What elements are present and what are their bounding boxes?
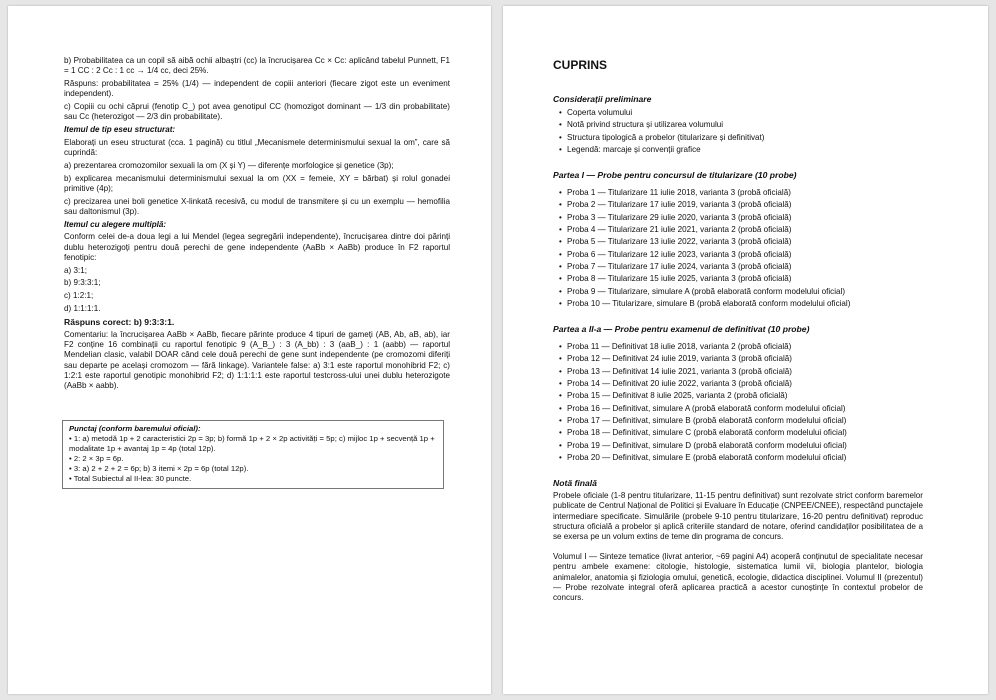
toc-item: • Proba 19 — Definitivat, simulare D (probă elaborată conform modelului oficial)	[559, 440, 923, 452]
final-note-paragraphs	[553, 491, 923, 603]
toc-item: • Proba 12 — Definitivat 24 iulie 2019, varianta 3 (probă oficială)	[559, 353, 923, 365]
toc-item: • Proba 14 — Definitivat 20 iulie 2022, varianta 3 (probă oficială)	[559, 378, 923, 390]
toc-item: • Proba 13 — Definitivat 14 iulie 2021, varianta 3 (probă oficială)	[559, 366, 923, 378]
final-note-paragraph: Probele oficiale (1-8 pentru titularizare, 11-15 pentru definitivat) sunt rezolvate strict conform baremelor publicate de Centrul Național de Politici și Evaluare în Educație (CNPEE/CNEE), respectând punctajele intermediare specificate. Simulările (probele 9-10 pentru titularizare, 16-20 pentru definitivat) reproduc structura oficială a probelor și aplică criteriile standard de notare, oferind candidaților posibilitatea de a se exersa pe un volum extins de teme din programa de concurs.	[553, 491, 923, 541]
toc-list	[553, 341, 923, 464]
toc-item: • Proba 8 — Titularizare 15 iulie 2025, varianta 3 (probă oficială)	[559, 273, 923, 285]
toc-item: • Structura tipologică a probelor (titularizare și definitivat)	[559, 132, 923, 144]
answer-option: a) 3:1;	[64, 265, 87, 275]
toc-section	[553, 94, 923, 156]
final-note	[553, 478, 923, 603]
toc-list	[553, 187, 923, 310]
toc-section-heading: Partea I — Probe pentru concursul de titularizare (10 probe)	[553, 170, 797, 181]
toc-section	[553, 170, 923, 310]
answer-option: c) 1:2:1;	[64, 291, 94, 301]
paragraph: Conform celei de-a doua legi a lui Mendel (legea segregării independente), încrucișarea dintre doi părinți dublu heterozigoți pentru două perechi de gene independente (AaBb × AaBb) produce în F2 raportul fenotipic:	[64, 232, 450, 262]
scoring-line: • 3: a) 2 + 2 + 2 = 6p; b) 3 itemi × 2p = 6p (total 12p).	[69, 464, 249, 473]
toc-item: • Proba 18 — Definitivat, simulare C (probă elaborată conform modelului oficial)	[559, 427, 923, 439]
paragraph: Elaborați un eseu structurat (cca. 1 pagină) cu titlul „Mecanismele determinismului sexual la om”, care să cuprindă:	[64, 137, 450, 157]
toc-item: • Proba 3 — Titularizare 29 iulie 2020, varianta 3 (probă oficială)	[559, 212, 923, 224]
toc-item: • Proba 2 — Titularizare 17 iulie 2019, varianta 3 (probă oficială)	[559, 199, 923, 211]
toc-section	[553, 324, 923, 464]
answer-option: b) 9:3:3:1;	[64, 278, 101, 288]
toc-item: • Proba 16 — Definitivat, simulare A (probă elaborată conform modelului oficial)	[559, 403, 923, 415]
document-page-right	[503, 6, 988, 694]
paragraph: a) prezentarea cromozomilor sexuali la om (X și Y) — diferențe morfologice și genetice (3p);	[64, 160, 394, 170]
table-of-contents	[553, 58, 923, 603]
item-heading: Itemul de tip eseu structurat:	[64, 125, 176, 134]
left-page-content	[64, 56, 450, 394]
answer-option: d) 1:1:1:1.	[64, 303, 101, 313]
document-page-left	[8, 6, 491, 694]
toc-item: • Proba 17 — Definitivat, simulare B (probă elaborată conform modelului oficial)	[559, 415, 923, 427]
paragraph: Comentariu: la încrucișarea AaBb × AaBb, fiecare părinte produce 4 tipuri de gameți (AB, Ab, aB, ab), iar F2 conține 16 combinații cu raportul fenotipic 9 (A_B_) : 3 (A_bb) : 3 (aaB_) : 1 (aabb) — raportul Mendelian clasic, valabil DOAR când cele două perechi de gene sunt independente (pe cromozomi diferiți sau departe pe același cromozom — fără linkage). Variantele false: a) 3:1 este raportul monohibrid F2; c) 1:2:1 este raportul genotipic monohibrid F2; d) 1:1:1:1 este raportul testcross-ului unei dublu heterozigote (AaBb × aabb).	[64, 329, 450, 390]
item-heading: Itemul cu alegere multiplă:	[64, 219, 167, 229]
toc-item: • Proba 15 — Definitivat 8 iulie 2025, varianta 2 (probă oficială)	[559, 390, 923, 402]
scoring-box	[62, 420, 444, 489]
toc-item: • Notă privind structura și utilizarea volumului	[559, 119, 923, 131]
toc-item: • Proba 7 — Titularizare 17 iulie 2024, varianta 3 (probă oficială)	[559, 261, 923, 273]
paragraph: c) Copiii cu ochi căprui (fenotip C_) pot avea genotipul CC (homozigot dominant — 1/3 din probabilitate) sau Cc (heterozigot — 2/3 din probabilitate).	[64, 102, 450, 122]
paragraph: b) explicarea mecanismului determinismului sexual la om (XX = femeie, XY = bărbat) și rolul gonadei primitive (4p);	[64, 173, 450, 193]
toc-item: • Proba 4 — Titularizare 21 iulie 2021, varianta 2 (probă oficială)	[559, 224, 923, 236]
final-note-paragraph: Volumul I — Sinteze tematice (livrat anterior, ~69 pagini A4) acoperă conținutul de specialitate necesar pentru ambele examene: citologie, histologie, sistematica lumii vii, biologia plantelor, biologia animalelor, anatomia și fiziologia omului, genetică, ecologie, didactica disciplinei. Volumul II (prezentul) — Probe rezolvate integral oferă aplicarea practică a acestor cunoștințe în contextul probelor de concurs.	[553, 552, 923, 602]
scoring-line: • 1: a) metodă 1p + 2 caracteristici 2p = 3p; b) formă 1p + 2 × 2p activități = 5p; c) mijloc 1p + secvență 1p + modalitate 1p + avantaj 1p = 4p (total 12p).	[69, 434, 435, 453]
scoring-title: Punctaj (conform baremului oficial):	[69, 424, 201, 433]
toc-item: • Proba 9 — Titularizare, simulare A (probă elaborată conform modelului oficial)	[559, 286, 923, 298]
toc-item: • Legendă: marcaje și convenții grafice	[559, 144, 923, 156]
toc-item: • Proba 5 — Titularizare 13 iulie 2022, varianta 3 (probă oficială)	[559, 236, 923, 248]
correct-answer: Răspuns corect: b) 9:3:3:1.	[64, 317, 175, 328]
scoring-line: • Total Subiectul al II-lea: 30 puncte.	[69, 474, 192, 483]
toc-item: • Proba 10 — Titularizare, simulare B (probă elaborată conform modelului oficial)	[559, 298, 923, 310]
toc-sections	[553, 94, 923, 464]
toc-item: • Coperta volumului	[559, 107, 923, 119]
toc-section-heading: Partea a II-a — Probe pentru examenul de definitivat (10 probe)	[553, 324, 810, 335]
toc-item: • Proba 6 — Titularizare 12 iulie 2023, varianta 3 (probă oficială)	[559, 249, 923, 261]
paragraph: c) precizarea unei boli genetice X-linkată recesivă, cu modul de transmitere și cu un exemplu — hemofilia sau daltonismul (3p).	[64, 196, 450, 216]
scoring-lines	[69, 434, 438, 484]
toc-section-heading: Considerații preliminare	[553, 94, 652, 104]
toc-item: • Proba 20 — Definitivat, simulare E (probă elaborată conform modelului oficial)	[559, 452, 923, 464]
paragraph: Răspuns: probabilitatea = 25% (1/4) — independent de copiii anteriori (fiecare zigot este un eveniment independent).	[64, 79, 450, 99]
toc-list	[553, 107, 923, 156]
toc-item: • Proba 11 — Definitivat 18 iulie 2018, varianta 2 (probă oficială)	[559, 341, 923, 353]
final-note-heading: Notă finală	[553, 478, 597, 489]
toc-item: • Proba 1 — Titularizare 11 iulie 2018, varianta 3 (probă oficială)	[559, 187, 923, 199]
scoring-line: • 2: 2 × 3p = 6p.	[69, 454, 124, 463]
toc-title: CUPRINS	[553, 58, 608, 72]
paragraph: b) Probabilitatea ca un copil să aibă ochii albaștri (cc) la încrucișarea Cc × Cc: aplicând tabelul Punnett, F1 = 1 CC : 2 Cc : 1 cc → 1/4 cc, deci 25%.	[64, 56, 450, 76]
